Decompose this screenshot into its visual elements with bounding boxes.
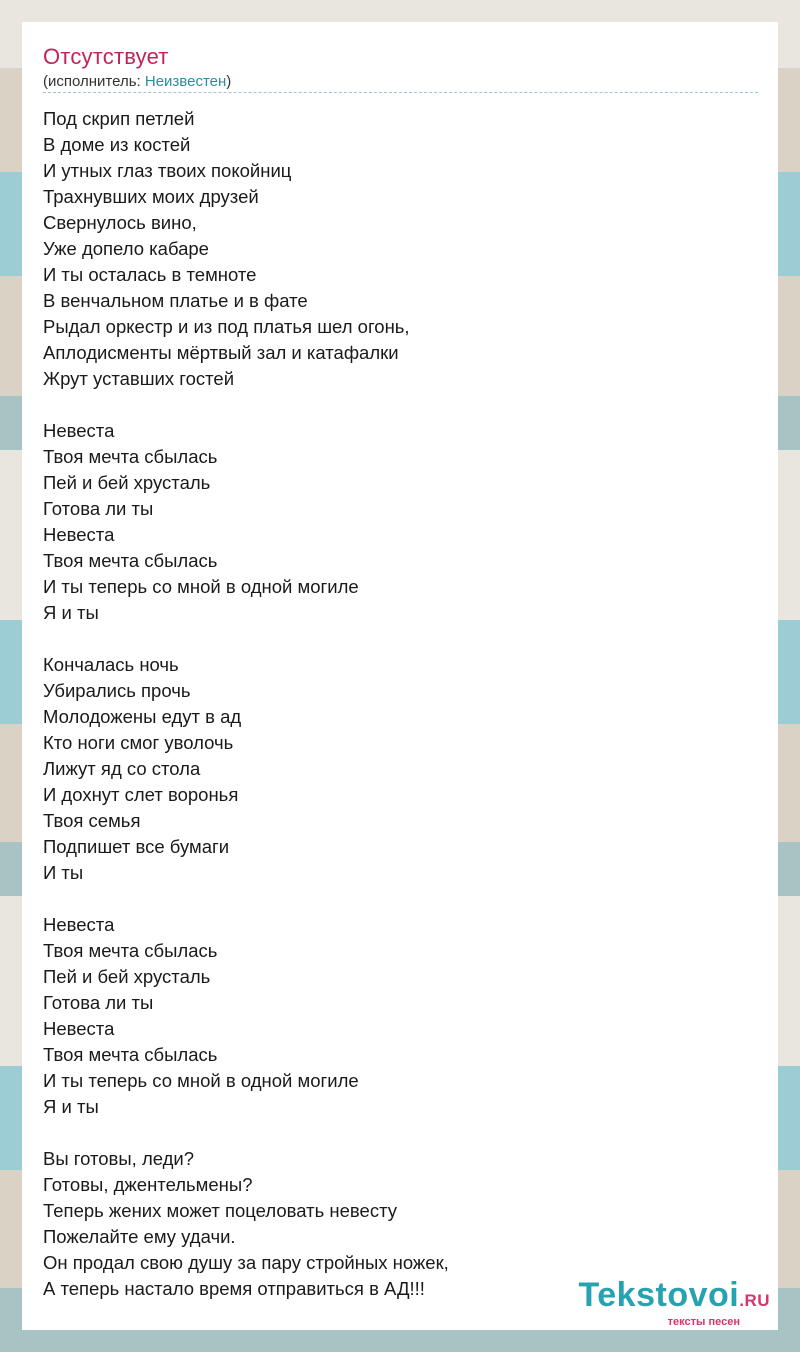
logo-name: Tekstovoi [578, 1276, 740, 1314]
lyric-line: Невеста [43, 524, 115, 545]
lyric-line: Под скрип петлей [43, 108, 195, 129]
lyric-line: Кто ноги смог уволочь [43, 732, 234, 753]
lyric-line [43, 626, 758, 652]
artist-link[interactable]: Неизвестен [144, 73, 227, 90]
lyric-line: Вы готовы, леди? [43, 1148, 195, 1169]
lyric-line: Трахнувших моих друзей [43, 186, 259, 207]
lyric-line: Свернулось вино, [43, 212, 197, 233]
lyric-line: Готова ли ты [43, 498, 154, 519]
lyric-line: А теперь настало время отправиться в АД!!! [43, 1278, 425, 1299]
artist-line [43, 73, 231, 90]
lyric-line: Невеста [43, 420, 115, 441]
song-title: Отсутствует [43, 44, 169, 69]
lyric-line [43, 886, 758, 912]
lyric-line: Лижут яд со стола [43, 758, 201, 779]
lyric-line: В доме из костей [43, 134, 191, 155]
lyric-line: Рыдал оркестр и из под платья шел огонь, [43, 316, 410, 337]
lyric-line: Пожелайте ему удачи. [43, 1226, 236, 1247]
lyric-line: Подпишет все бумаги [43, 836, 230, 857]
lyrics-card [22, 22, 778, 1330]
divider [43, 92, 758, 93]
lyric-line: Пей и бей хрусталь [43, 966, 211, 987]
lyric-line: Аплодисменты мёртвый зал и катафалки [43, 342, 399, 363]
lyric-line: Невеста [43, 1018, 115, 1039]
lyric-line: И ты [43, 862, 84, 883]
lyric-line: И утных глаз твоих покойниц [43, 160, 292, 181]
lyric-line: Молодожены едут в ад [43, 706, 242, 727]
logo-domain: .RU [739, 1291, 770, 1310]
lyric-line: И ты теперь со мной в одной могиле [43, 1070, 359, 1091]
lyric-line: Невеста [43, 914, 115, 935]
lyric-line: Готова ли ты [43, 992, 154, 1013]
lyric-line: Уже допело кабаре [43, 238, 209, 259]
lyric-line: Твоя мечта сбылась [43, 940, 218, 961]
lyric-line: Я и ты [43, 1096, 99, 1117]
lyric-line: И ты теперь со мной в одной могиле [43, 576, 359, 597]
lyric-line: Я и ты [43, 602, 99, 623]
lyric-line: Твоя мечта сбылась [43, 1044, 218, 1065]
lyric-line: Убирались прочь [43, 680, 191, 701]
lyric-line [43, 1120, 758, 1146]
lyric-line: Готовы, джентельмены? [43, 1174, 253, 1195]
lyric-line: Он продал свою душу за пару стройных ножек, [43, 1252, 449, 1273]
lyric-line: Пей и бей хрусталь [43, 472, 211, 493]
logo-tagline: тексты песен [667, 1316, 740, 1328]
lyric-line: В венчальном платье и в фате [43, 290, 308, 311]
artist-suffix: ) [226, 73, 232, 90]
artist-prefix: (исполнитель: [43, 73, 145, 90]
site-logo[interactable] [579, 1278, 770, 1328]
lyric-line: Жрут уставших гостей [43, 368, 235, 389]
lyric-line: Твоя мечта сбылась [43, 550, 218, 571]
lyric-line: Теперь жених может поцеловать невесту [43, 1200, 398, 1221]
lyric-line: Кончалась ночь [43, 654, 179, 675]
lyric-line: И ты осталась в темноте [43, 264, 257, 285]
lyric-line: И дохнут слет воронья [43, 784, 239, 805]
lyric-line: Твоя мечта сбылась [43, 446, 218, 467]
lyrics-text [43, 106, 758, 1302]
lyric-line: Твоя семья [43, 810, 141, 831]
lyric-line [43, 392, 758, 418]
